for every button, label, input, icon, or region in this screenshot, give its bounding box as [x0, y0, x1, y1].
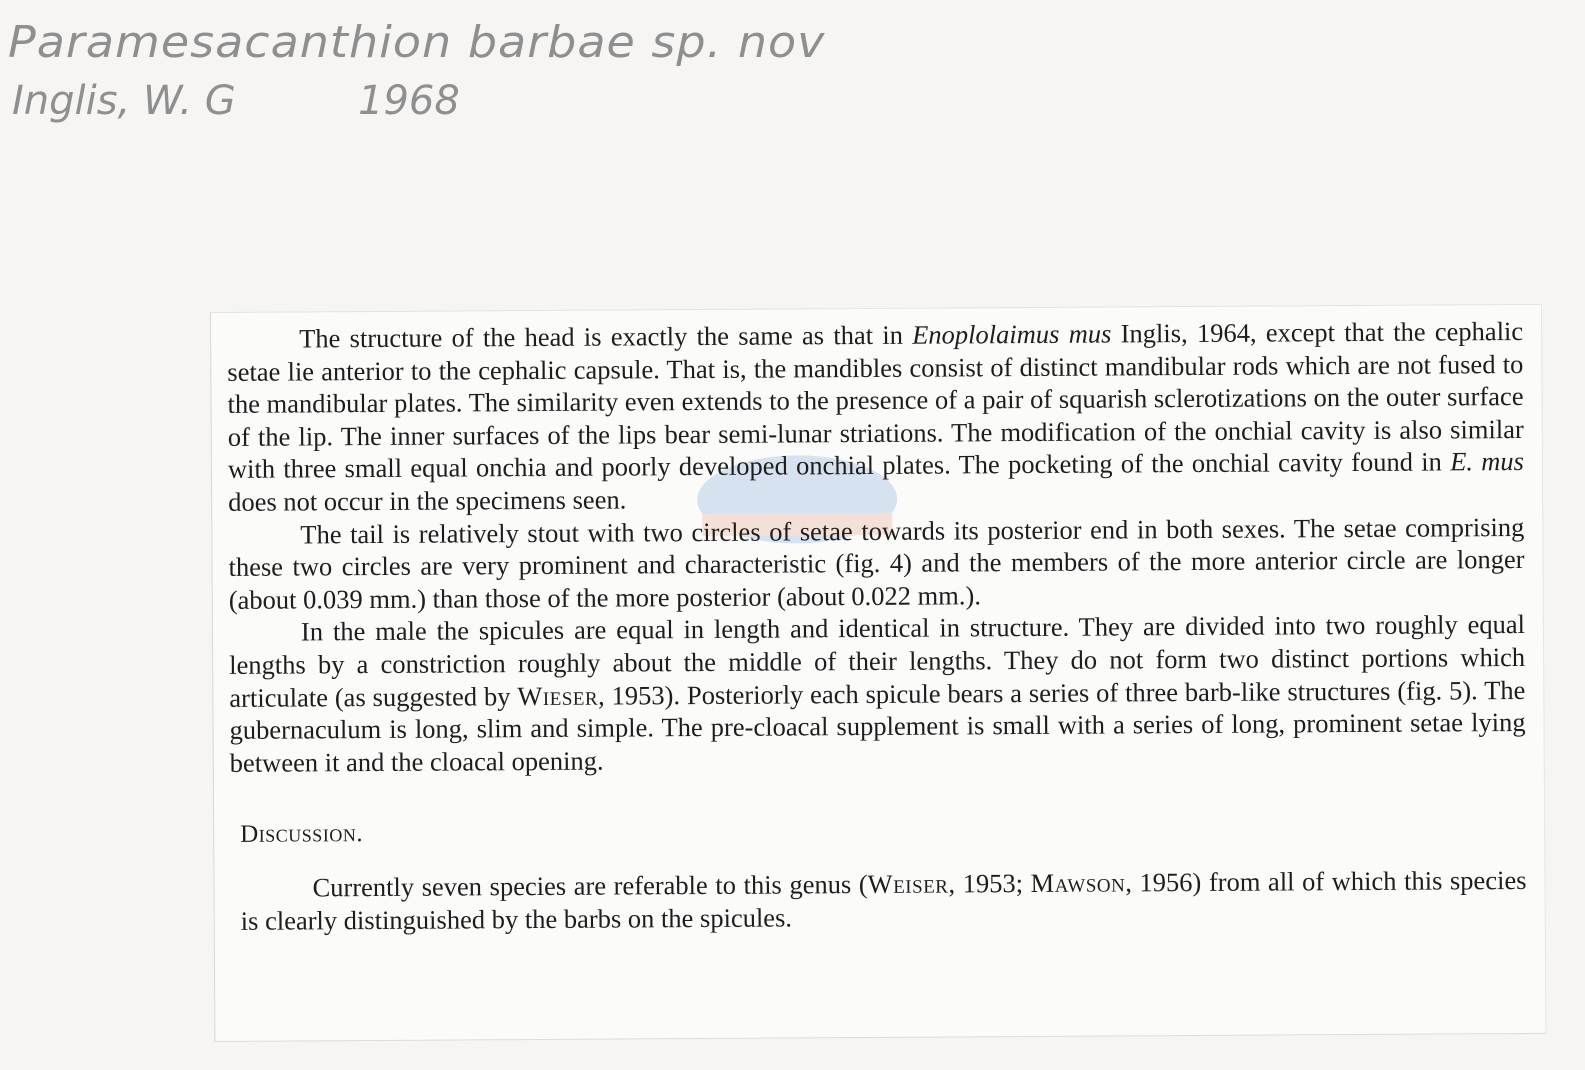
taxon-name-enoplolaimus-mus: Enoplolaimus mus: [912, 318, 1112, 350]
para4-text-a: Currently seven species are referable to this genus (: [312, 868, 868, 903]
handwritten-author: Inglis, W. G: [12, 78, 236, 124]
handwritten-annotation: [8, 12, 838, 142]
para1-text-a: The structure of the head is exactly the same as that in: [299, 319, 913, 354]
taxon-name-e-mus: E. mus: [1450, 446, 1525, 477]
para1-text-c: does not occur in the specimens seen.: [228, 484, 627, 517]
author-wieser: Wieser: [517, 680, 599, 711]
para4-text-c: , 1956) from all of which this species is clearly distinguished by the barbs on the spicules.: [240, 864, 1527, 936]
para1-text-b: Inglis, 1964, except that the cephalic setae lie anterior to the cephalic capsule. That is, the mandibles consist of distinct mandibular rods which are not fused to the mandibular plates. The similarity even extends to the presence of a pair of squarish sclerotizations on the outer surface of the lip. The inner surfaces of the lips bear semi-lunar striations. The modification of the onchial cavity is also similar with three small equal onchia and poorly developed onchial plates. The pocketing of the onchial cavity found in: [227, 315, 1524, 485]
handwritten-year: 1968: [358, 78, 460, 124]
paragraph-spicules: [229, 608, 1526, 779]
handwritten-species-name: Paramesacanthion barbae sp. nov: [8, 16, 826, 68]
paragraph-head-structure: [227, 315, 1524, 518]
printed-text-clipping: [210, 304, 1546, 1042]
para3-text-b: , 1953). Posteriorly each spicule bears a series of three barb-like structures (fig. 5). The gubernaculum is long, slim and simple. The pre-cloacal supplement is small with a series of long, prominent setae lying between it and the cloacal opening.: [229, 674, 1526, 778]
paragraph-tail: The tail is relatively stout with two circles of setae towards its posterior end in both sexes. The setae comprising these two circles are very prominent and characteristic (fig. 4) and the members of the more anterior circle are longer (about 0.039 mm.) than those of the more posterior (about 0.022 mm.).: [228, 511, 1525, 615]
para3-text-a: In the male the spicules are equal in length and identical in structure. They are divided into two roughly equal lengths by a constriction roughly about the middle of their lengths. They do not form two distinct portions which articulate (as suggested by: [229, 609, 1526, 713]
paragraph-discussion: [240, 864, 1526, 937]
discussion-heading: Discussion.: [240, 820, 364, 849]
author-weiser: Weiser: [867, 868, 949, 899]
para4-text-b: , 1953;: [948, 867, 1031, 899]
author-mawson: Mawson: [1030, 867, 1126, 898]
body-text: [227, 315, 1527, 937]
